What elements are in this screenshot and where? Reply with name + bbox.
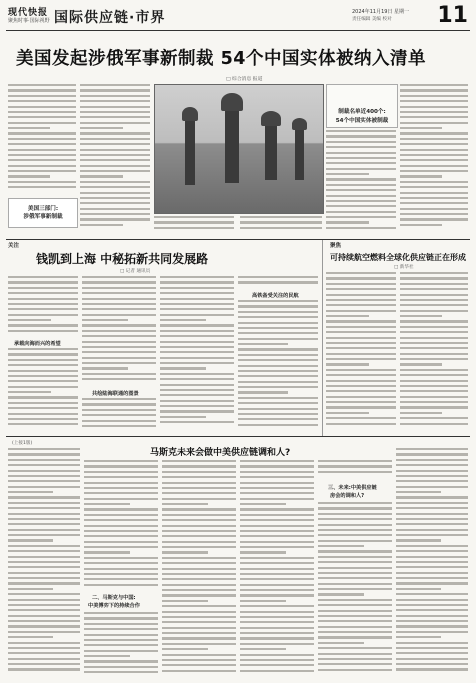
left-story-column-4b — [238, 300, 318, 432]
top-headline: 美国发起涉俄军事新制裁 54个中国实体被纳入清单 — [16, 49, 426, 69]
page-number: 11 — [437, 3, 468, 28]
left-story-headline: 钱凯到上海 中秘拓新共同发展路 — [36, 252, 209, 266]
column-divider — [322, 240, 323, 436]
kremlin-photo — [154, 84, 324, 214]
paper-name: 现代快报 — [8, 8, 49, 18]
left-story-column-3 — [160, 276, 234, 432]
bottom-column-1 — [8, 448, 80, 678]
section-rule — [6, 239, 470, 240]
bottom-rule — [6, 436, 470, 437]
top-byline: □ 综合消息 报道 — [226, 77, 263, 82]
left-story-subhead-2: 共绘陆海联通的图景 — [92, 391, 139, 397]
left-story-subhead-3: 高铁备受关注的民航 — [252, 293, 299, 299]
issue-editors: 责任编辑 美编 校对 — [352, 17, 392, 22]
right-story-column-2 — [400, 272, 468, 432]
top-story-column-2 — [80, 84, 150, 234]
left-story-column-2b — [82, 398, 156, 432]
issue-date: 2024年11月19日 星期一 — [352, 9, 410, 15]
bottom-column-6 — [396, 448, 468, 678]
left-story-column-1b — [8, 348, 78, 432]
side-box — [8, 198, 78, 228]
left-story-column-1 — [8, 276, 78, 336]
bottom-subhead-1b: 中美博弈下的持续合作 — [88, 603, 140, 609]
bottom-column-3 — [162, 460, 236, 678]
bottom-column-2b — [84, 612, 158, 678]
masthead — [6, 5, 470, 31]
right-box — [326, 84, 398, 128]
bottom-subhead-2: 三、未来:中美供应链 — [328, 485, 377, 491]
right-story-author: □ 新华社 — [394, 265, 414, 270]
top-story-column-6 — [400, 84, 468, 234]
tag-left: 关注 — [8, 243, 20, 249]
left-story-column-4 — [238, 276, 318, 290]
side-box-title: 美国三部门: 涉俄军事新制裁 — [23, 206, 63, 220]
paper-subtitle: 聚焦时事·国际视野 — [8, 18, 50, 24]
right-box-title: 制裁名单近400个: — [338, 109, 386, 115]
bottom-left-tag: (上接1版) — [12, 441, 33, 446]
bottom-column-5b — [318, 502, 392, 678]
top-story-column-3 — [154, 216, 234, 236]
bottom-headline: 马斯克未来会做中美供应链调和人? — [150, 448, 291, 458]
bottom-subhead-1: 二、马斯克与中国: — [92, 595, 136, 601]
right-story-headline: 可持续航空燃料全球化供应链正在形成 — [330, 253, 466, 262]
bottom-column-2 — [84, 460, 158, 590]
tag-right: 聚焦 — [330, 243, 342, 249]
right-box-subtitle: 54个中国实体被制裁 — [335, 118, 389, 124]
top-story-column-1 — [8, 84, 76, 192]
left-story-column-2 — [82, 276, 156, 386]
section-title: 国际供应链·市界 — [54, 10, 166, 26]
left-story-author: □ 记者 通讯员 — [120, 269, 151, 274]
top-story-column-4 — [240, 216, 322, 236]
bottom-column-5 — [318, 460, 392, 480]
bottom-column-4 — [240, 460, 314, 678]
bottom-subhead-2b: 房会的调和人? — [330, 493, 365, 499]
top-story-column-5 — [326, 130, 396, 234]
left-story-subhead-1: 承载向海而兴的希望 — [14, 341, 61, 347]
right-story-column-1 — [326, 272, 396, 432]
